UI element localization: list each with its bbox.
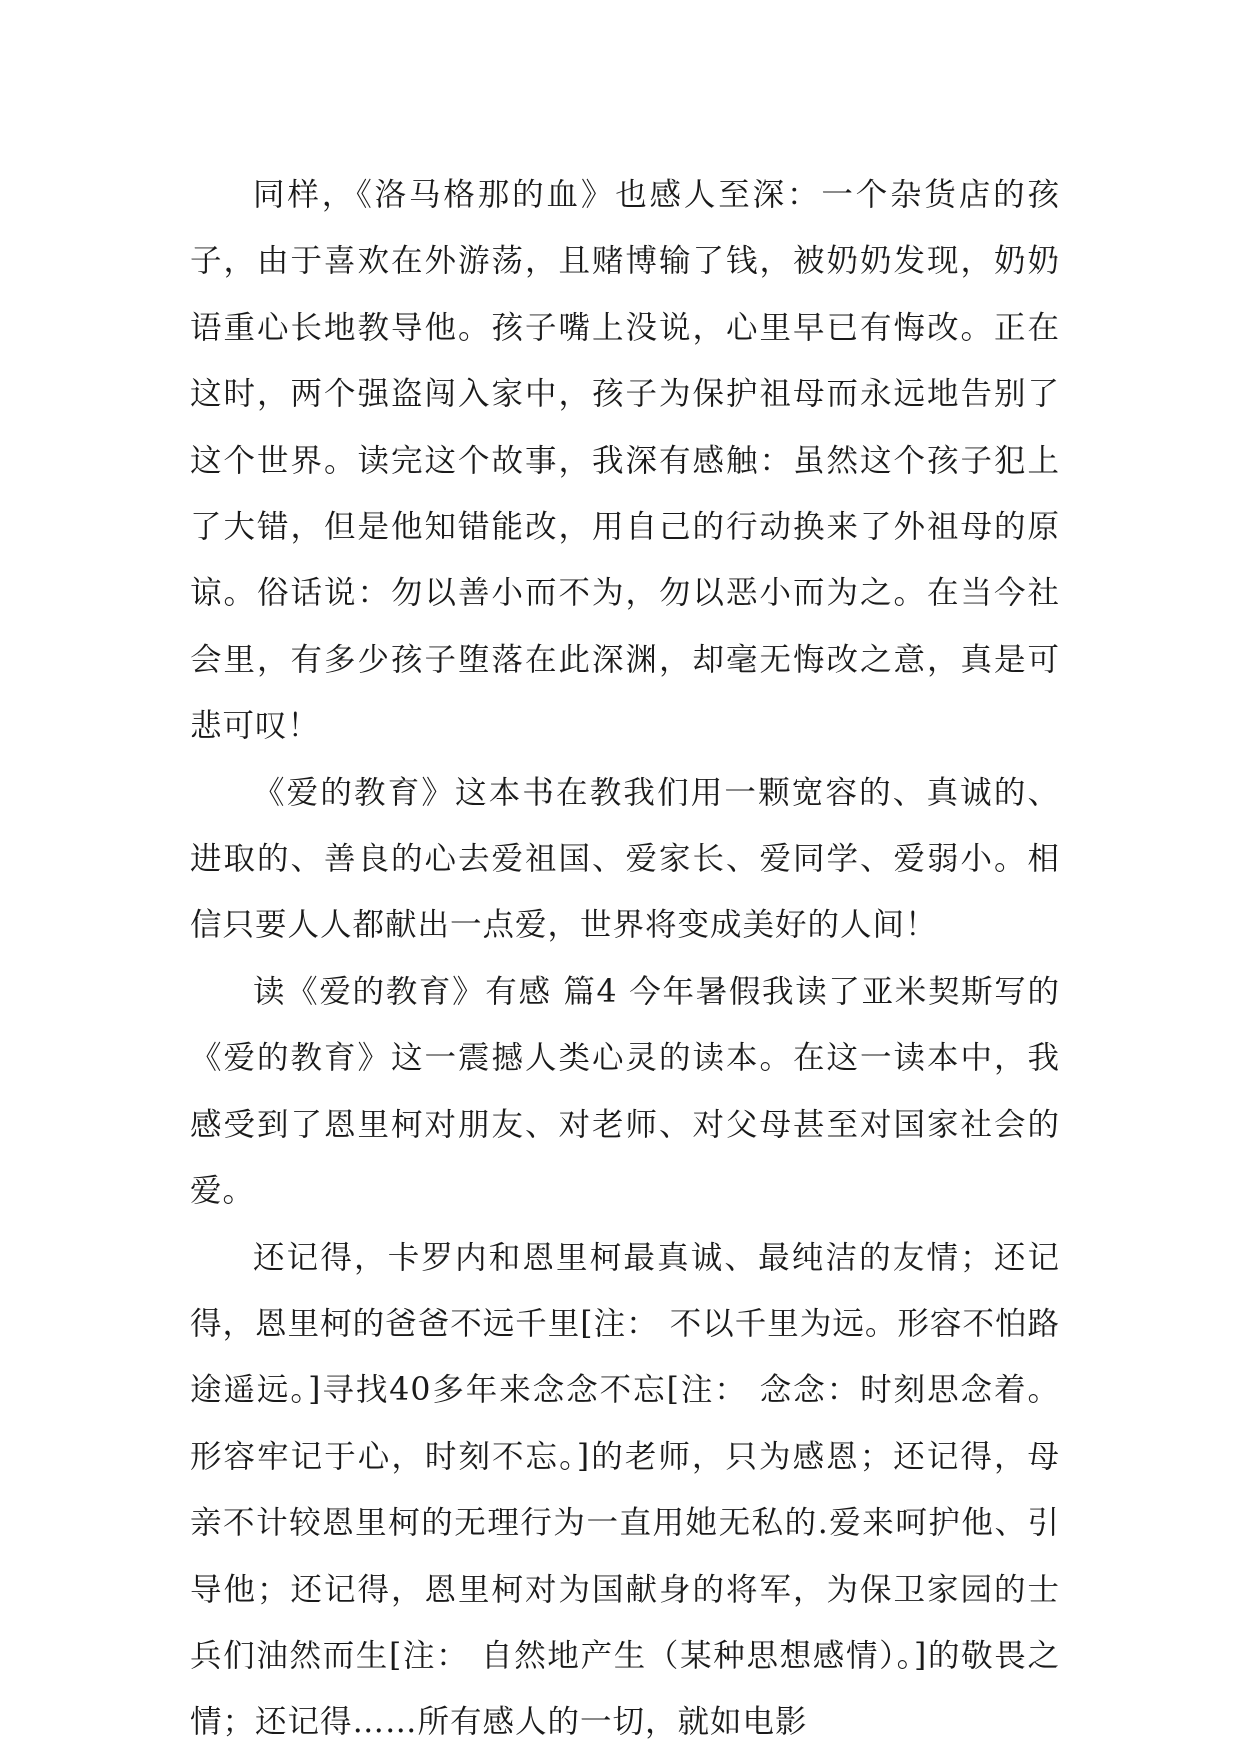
body-text <box>190 162 1060 1756</box>
paragraph-memories: 还记得，卡罗内和恩里柯最真诚、最纯洁的友情；还记得，恩里柯的爸爸不远千里[注： 不以千里为远。形容不怕路途遥远。]寻找40多年来念念不忘[注： 念念：时刻思念着。形容牢记于心，时刻不忘。]的老师，只为感恩；还记得，母亲不计较恩里柯的无理行为一直用她无私的.爱来呵护他、引导他；还记得，恩里柯对为国献身的将军，为保卫家园的士兵们油然而生[注： 自然地产生（某种思想感情）。]的敬畏之情；还记得……所有感人的一切，就如电影 <box>190 1239 1060 1741</box>
paragraph-essay-4-intro: 读《爱的教育》有感 篇4 今年暑假我读了亚米契斯写的《爱的教育》这一震撼人类心灵的读本。在这一读本中，我感受到了恩里柯对朋友、对老师、对父母甚至对国家社会的爱。 <box>190 973 1060 1210</box>
paragraph-luomagena: 同样，《洛马格那的血》也感人至深：一个杂货店的孩子，由于喜欢在外游荡，且赌博输了钱，被奶奶发现，奶奶语重心长地教导他。孩子嘴上没说，心里早已有悔改。正在这时，两个强盗闯入家中，孩子为保护祖母而永远地告别了这个世界。读完这个故事，我深有感触：虽然这个孩子犯上了大错，但是他知错能改，用自己的行动换来了外祖母的原谅。俗话说：勿以善小而不为，勿以恶小而为之。在当今社会里，有多少孩子堕落在此深渊，却毫无悔改之意，真是可悲可叹！ <box>190 177 1060 745</box>
paragraph-book-summary: 《爱的教育》这本书在教我们用一颗宽容的、真诚的、进取的、善良的心去爱祖国、爱家长、爱同学、爱弱小。相信只要人人都献出一点爱，世界将变成美好的人间！ <box>190 774 1060 944</box>
